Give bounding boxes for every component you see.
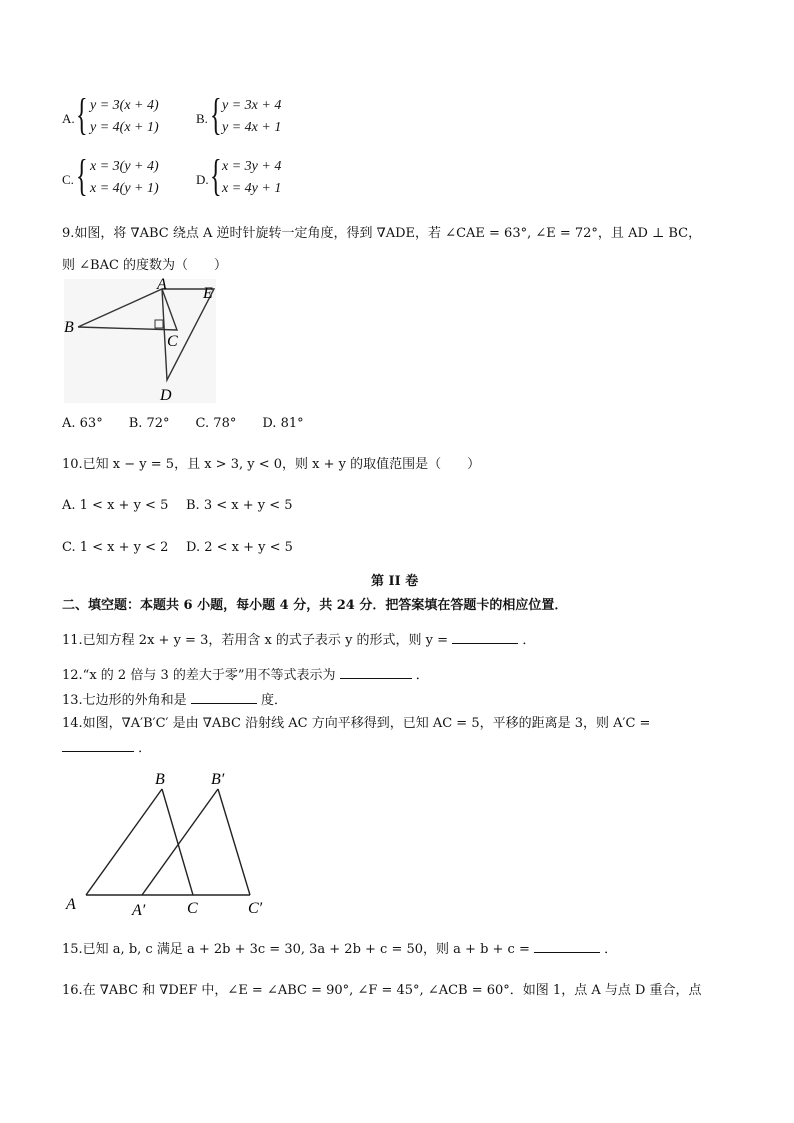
q9-figure [64, 276, 216, 404]
brace-a: { [76, 90, 88, 139]
segment-bc [162, 789, 193, 895]
label-A: A [66, 896, 76, 913]
q14-line1: 14.如图，∇A′B′C′ 是由 ∇ABC 沿射线 AC 方向平移得到，已知 AC = 5，平移的距离是 3，则 A′C = [62, 716, 651, 731]
option-a-eq2: y = 4(x + 1) [90, 120, 159, 135]
label-B: B [155, 771, 165, 788]
q9-line1: 9.如图，将 ∇ABC 绕点 A 逆时针旋转一定角度，得到 ∇ADE，若 ∠CAE = 63°, ∠E = 72°，且 AD ⊥ BC， [62, 226, 702, 241]
option-b-eq1: y = 3x + 4 [222, 98, 282, 113]
q14-end: ． [138, 741, 152, 756]
label-B-prime: B′ [211, 771, 225, 788]
option-c-eq1: x = 3(y + 4) [90, 159, 159, 174]
q16-line: 16.在 ∇ABC 和 ∇DEF 中，∠E = ∠ABC = 90°, ∠F = 45°, ∠ACB = 60°．如图 1，点 A 与点 D 重合，点 [62, 983, 702, 998]
option-a-eq1: y = 3(x + 4) [90, 98, 159, 113]
label-C-prime: C′ [248, 900, 263, 917]
segment-ab [86, 789, 162, 895]
q11-end: ． [522, 633, 536, 648]
label-E: E [203, 285, 213, 302]
q9-line2: 则 ∠BAC 的度数为（ ） [62, 258, 228, 273]
q13-answer-blank[interactable] [191, 691, 257, 704]
q14-line2 [62, 739, 151, 758]
option-a-label: A. [62, 111, 75, 126]
option-d-eq2: x = 4y + 1 [222, 181, 282, 196]
option-b-eq2: y = 4x + 1 [222, 120, 282, 135]
label-A: A [157, 276, 167, 293]
q9-figure-background [64, 279, 216, 403]
section-title: 第 II 卷 [371, 574, 419, 589]
option-c-eq2: x = 4(y + 1) [90, 181, 159, 196]
q10-option-d: D. 2 < x + y < 5 [186, 540, 293, 555]
label-C: C [167, 333, 178, 350]
section-heading: 二、填空题：本题共 6 小题，每小题 4 分，共 24 分．把答案填在答题卡的相应位置． [62, 598, 568, 613]
q12-end: ． [415, 668, 429, 683]
q13-end: 度． [260, 693, 287, 708]
option-b-label: B. [196, 111, 208, 126]
option-d-eq1: x = 3y + 4 [222, 159, 282, 174]
q15-line [62, 940, 617, 959]
q10-option-a: A. 1 < x + y < 5 [62, 498, 169, 513]
label-B: B [64, 319, 74, 336]
brace-b: { [210, 90, 222, 139]
q14-answer-blank[interactable] [62, 739, 134, 752]
q11-line [62, 631, 535, 650]
q13-line [62, 691, 287, 710]
q12-answer-blank[interactable] [340, 666, 412, 679]
q14-figure [60, 765, 280, 920]
label-C: C [187, 900, 198, 917]
q11-text: 11.已知方程 2x + y = 3，若用含 x 的式子表示 y 的形式，则 y = [62, 633, 449, 648]
option-d-label: D. [196, 172, 209, 187]
q15-end: ． [604, 942, 618, 957]
q10-option-c: C. 1 < x + y < 2 [62, 540, 169, 555]
brace-d: { [210, 151, 222, 200]
q15-answer-blank[interactable] [534, 940, 600, 953]
q11-answer-blank[interactable] [452, 631, 518, 644]
q10-stem: 10.已知 x − y = 5，且 x > 3, y < 0，则 x + y 的取值范围是（ ） [62, 457, 481, 472]
label-A-prime: A′ [132, 902, 146, 919]
segment-a1b1 [142, 789, 218, 895]
label-D: D [160, 387, 172, 404]
q12-text: 12.“x 的 2 倍与 3 的差大于零”用不等式表示为 [62, 668, 336, 683]
brace-c: { [76, 151, 88, 200]
segment-b1c1 [218, 789, 250, 895]
q10-option-b: B. 3 < x + y < 5 [186, 498, 293, 513]
q15-text: 15.已知 a, b, c 满足 a + 2b + 3c = 30, 3a + 2b + c = 50，则 a + b + c = [62, 942, 530, 957]
q9-options: A. 63° B. 72° C. 78° D. 81° [62, 416, 304, 431]
q12-line [62, 666, 429, 685]
q13-text: 13.七边形的外角和是 [62, 693, 187, 708]
option-c-label: C. [62, 172, 74, 187]
